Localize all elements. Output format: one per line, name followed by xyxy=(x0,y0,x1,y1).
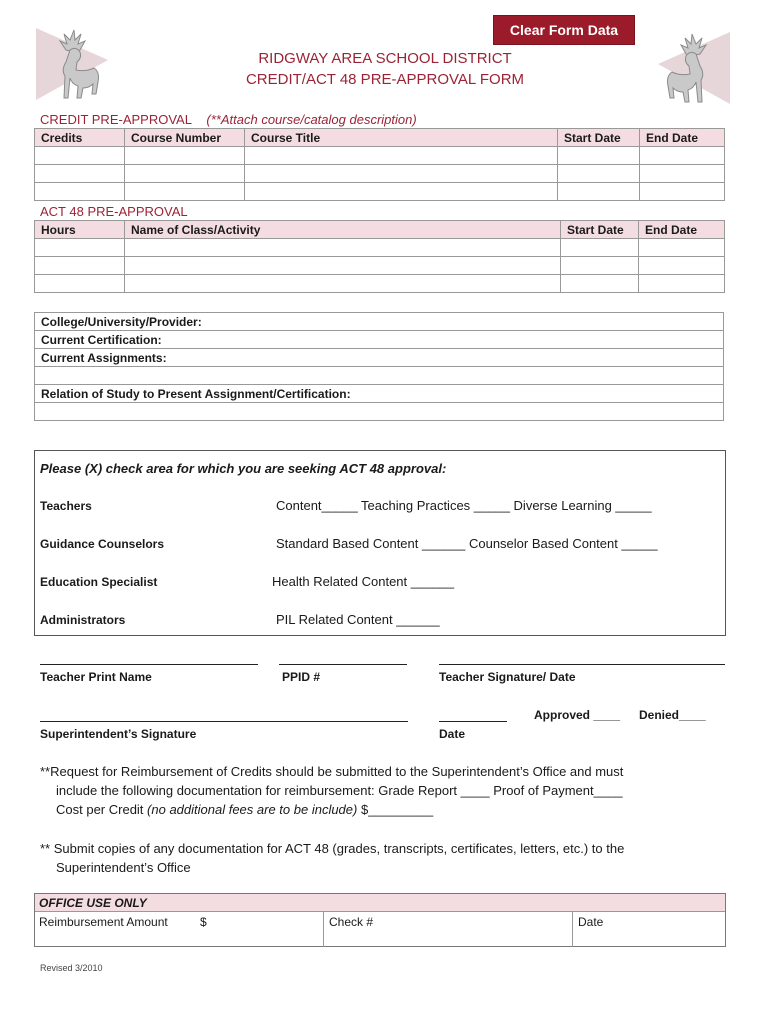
act48-row[interactable] xyxy=(35,275,725,293)
col-hours: Hours xyxy=(35,221,125,239)
credit-heading: CREDIT PRE-APPROVAL (**Attach course/catalog description) xyxy=(40,112,417,127)
credit-cell[interactable] xyxy=(640,147,725,165)
relation-extra[interactable] xyxy=(35,403,724,421)
act48-row[interactable] xyxy=(35,257,725,275)
credit-cell[interactable] xyxy=(558,147,640,165)
col-start-date: Start Date xyxy=(561,221,639,239)
deer-logo-right xyxy=(650,24,736,110)
credit-table xyxy=(34,128,725,201)
act48-row[interactable] xyxy=(35,239,725,257)
teacher-name-line[interactable] xyxy=(40,664,258,665)
revised-date: Revised 3/2010 xyxy=(40,963,103,973)
reimbursement-note xyxy=(40,762,730,819)
role-administrators: Administrators xyxy=(40,613,126,627)
col-end-date: End Date xyxy=(640,129,725,147)
credit-cell[interactable] xyxy=(640,183,725,201)
credit-note: (**Attach course/catalog description) xyxy=(206,112,417,127)
credit-cell[interactable] xyxy=(125,183,245,201)
act48-cell[interactable] xyxy=(125,257,561,275)
office-divider-1 xyxy=(323,912,324,947)
info-table xyxy=(34,312,724,421)
credit-cell[interactable] xyxy=(558,165,640,183)
credit-cell[interactable] xyxy=(640,165,725,183)
col-start-date: Start Date xyxy=(558,129,640,147)
college-field[interactable]: College/University/Provider: xyxy=(35,313,724,331)
role-guidance-counselors: Guidance Counselors xyxy=(40,537,165,551)
counselors-options[interactable]: Standard Based Content ______ Counselor Based Content _____ xyxy=(276,536,658,551)
credit-cell[interactable] xyxy=(125,165,245,183)
ppid-label: PPID # xyxy=(282,670,321,684)
role-teachers: Teachers xyxy=(40,499,92,513)
form-title: CREDIT/ACT 48 PRE-APPROVAL FORM xyxy=(245,71,525,88)
credit-cell[interactable] xyxy=(35,183,125,201)
superintendent-date-label: Date xyxy=(439,727,466,741)
col-class-activity: Name of Class/Activity xyxy=(125,221,561,239)
credit-cell[interactable] xyxy=(125,147,245,165)
specialist-options[interactable]: Health Related Content ______ xyxy=(272,574,455,589)
credit-row[interactable] xyxy=(35,183,725,201)
reimbursement-amount-label: Reimbursement Amount xyxy=(39,915,168,929)
assignments-extra[interactable] xyxy=(35,367,724,385)
teacher-signature-line[interactable] xyxy=(439,664,725,665)
credit-cell[interactable] xyxy=(245,165,558,183)
act48-cell[interactable] xyxy=(561,275,639,293)
reimbursement-line-3: Cost per Credit (no additional fees are to be include) $_________ xyxy=(56,802,434,817)
certification-field[interactable]: Current Certification: xyxy=(35,331,724,349)
check-number-label: Check # xyxy=(329,915,374,929)
act48-cell[interactable] xyxy=(125,239,561,257)
reimbursement-line-1: **Request for Reimbursement of Credits should be submitted to the Superintendent’s Office and must xyxy=(40,764,624,779)
credit-cell[interactable] xyxy=(35,147,125,165)
denied-check[interactable]: Denied____ xyxy=(639,708,706,722)
office-date-label: Date xyxy=(578,915,604,929)
superintendent-label: Superintendent’s Signature xyxy=(40,727,197,741)
act48-table xyxy=(34,220,725,293)
office-divider-2 xyxy=(572,912,573,947)
credit-cell[interactable] xyxy=(35,165,125,183)
act48-cell[interactable] xyxy=(35,257,125,275)
act48-cell[interactable] xyxy=(639,239,725,257)
role-education-specialist: Education Specialist xyxy=(40,575,158,589)
superintendent-date-line[interactable] xyxy=(439,721,507,722)
dollar-sign: $ xyxy=(200,915,207,929)
act48-note-line-2: Superintendent’s Office xyxy=(56,860,191,875)
reimbursement-line-2: include the following documentation for reimbursement: Grade Report ____ Proof of Payment____ xyxy=(56,783,623,798)
col-end-date: End Date xyxy=(639,221,725,239)
col-course-number: Course Number xyxy=(125,129,245,147)
administrators-options[interactable]: PIL Related Content ______ xyxy=(276,612,440,627)
act48-header-row xyxy=(35,221,725,239)
act48-note-line-1: ** Submit copies of any documentation for ACT 48 (grades, transcripts, certificates, letters, etc.) to the xyxy=(40,841,625,856)
relation-field[interactable]: Relation of Study to Present Assignment/Certification: xyxy=(35,385,724,403)
superintendent-signature-line[interactable] xyxy=(40,721,408,722)
assignments-field[interactable]: Current Assignments: xyxy=(35,349,724,367)
act48-cell[interactable] xyxy=(561,257,639,275)
act48-cell[interactable] xyxy=(639,275,725,293)
credit-cell[interactable] xyxy=(245,147,558,165)
act48-cell[interactable] xyxy=(35,239,125,257)
credit-cell[interactable] xyxy=(245,183,558,201)
credit-cell[interactable] xyxy=(558,183,640,201)
ppid-line[interactable] xyxy=(279,664,407,665)
office-heading: OFFICE USE ONLY xyxy=(39,896,147,910)
act48-note xyxy=(40,839,730,877)
district-name: RIDGWAY AREA SCHOOL DISTRICT xyxy=(258,50,512,67)
credit-header-row xyxy=(35,129,725,147)
credit-row[interactable] xyxy=(35,147,725,165)
teacher-signature-label: Teacher Signature/ Date xyxy=(439,670,576,684)
act48-cell[interactable] xyxy=(639,257,725,275)
teachers-options[interactable]: Content_____ Teaching Practices _____ Diverse Learning _____ xyxy=(276,498,652,513)
col-credits: Credits xyxy=(35,129,125,147)
act48-heading: ACT 48 PRE-APPROVAL xyxy=(40,204,188,219)
approval-prompt: Please (X) check area for which you are seeking ACT 48 approval: xyxy=(40,461,447,476)
teacher-name-label: Teacher Print Name xyxy=(40,670,152,684)
clear-form-button[interactable]: Clear Form Data xyxy=(493,15,635,45)
act48-cell[interactable] xyxy=(125,275,561,293)
approved-check[interactable]: Approved ____ xyxy=(534,708,621,722)
col-course-title: Course Title xyxy=(245,129,558,147)
act48-cell[interactable] xyxy=(35,275,125,293)
credit-row[interactable] xyxy=(35,165,725,183)
act48-cell[interactable] xyxy=(561,239,639,257)
